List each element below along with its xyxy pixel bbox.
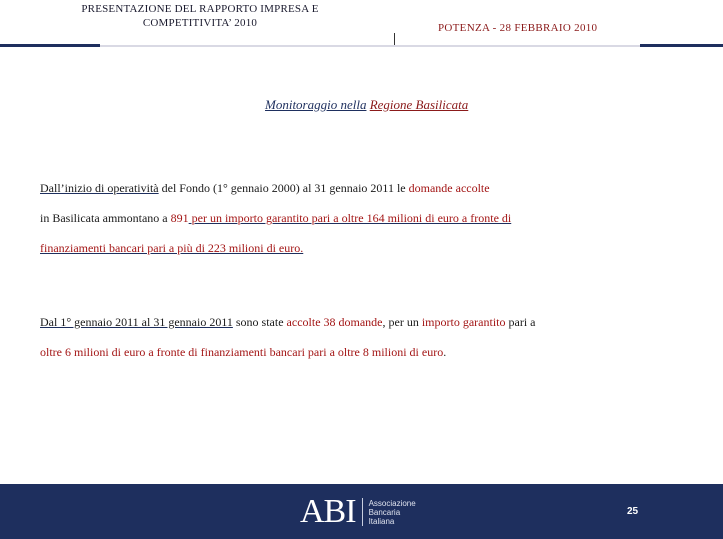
p2-span7: oltre 6 milioni di euro a fronte di finanziamenti bancari pari a oltre 8 milioni di euro bbox=[40, 345, 444, 359]
p1-span7: finanziamenti bancari pari a più di 223 milioni di euro. bbox=[40, 241, 304, 255]
page-number: 25 bbox=[627, 506, 639, 517]
p2-span2: sono state bbox=[232, 315, 287, 329]
p1-span1: Dall’inizio di operatività bbox=[40, 181, 159, 195]
paragraph-january bbox=[40, 307, 690, 367]
logo-separator bbox=[362, 498, 363, 526]
abi-logo bbox=[300, 493, 416, 530]
p1-span5: 891 bbox=[170, 211, 189, 225]
slide-subtitle bbox=[265, 97, 468, 113]
p2-span1: Dal 1° gennaio 2011 al 31 gennaio 2011 bbox=[40, 315, 233, 329]
logo-mark: ABI bbox=[300, 493, 356, 530]
logo-text-line2: Bancaria bbox=[368, 507, 401, 517]
paragraph-cumulative bbox=[40, 173, 690, 263]
p1-span6: per un importo garantito pari a oltre 164 milioni di euro a fronte di bbox=[188, 211, 512, 225]
p2-span3: accolte 38 domande bbox=[286, 315, 383, 329]
p1-span4: in Basilicata ammontano a bbox=[40, 211, 171, 225]
subtitle-part1: Monitoraggio nella bbox=[265, 97, 367, 112]
logo-text bbox=[369, 499, 416, 526]
p2-span4: , per un bbox=[382, 315, 422, 329]
p2-span5: importo garantito bbox=[421, 315, 506, 329]
presentation-title-line1: PRESENTAZIONE DEL RAPPORTO IMPRESA E bbox=[81, 3, 319, 15]
logo-text-line3: Italiana bbox=[368, 516, 395, 526]
p1-span2: del Fondo (1° gennaio 2000) al 31 gennaio 2011 le bbox=[158, 181, 409, 195]
header-rule bbox=[0, 45, 723, 47]
logo-text-line1: Associazione bbox=[368, 498, 416, 508]
presentation-title bbox=[40, 2, 360, 30]
subtitle-part2: Regione Basilicata bbox=[369, 97, 469, 112]
header-rule-accent-right bbox=[640, 44, 723, 47]
p2-span8: . bbox=[443, 345, 447, 359]
presentation-title-line2: COMPETITIVITA’ 2010 bbox=[142, 17, 258, 29]
p1-span3: domande accolte bbox=[408, 181, 490, 195]
event-date: POTENZA - 28 FEBBRAIO 2010 bbox=[438, 22, 598, 34]
p2-span6: pari a bbox=[505, 315, 536, 329]
header-rule-accent-left bbox=[0, 44, 100, 47]
